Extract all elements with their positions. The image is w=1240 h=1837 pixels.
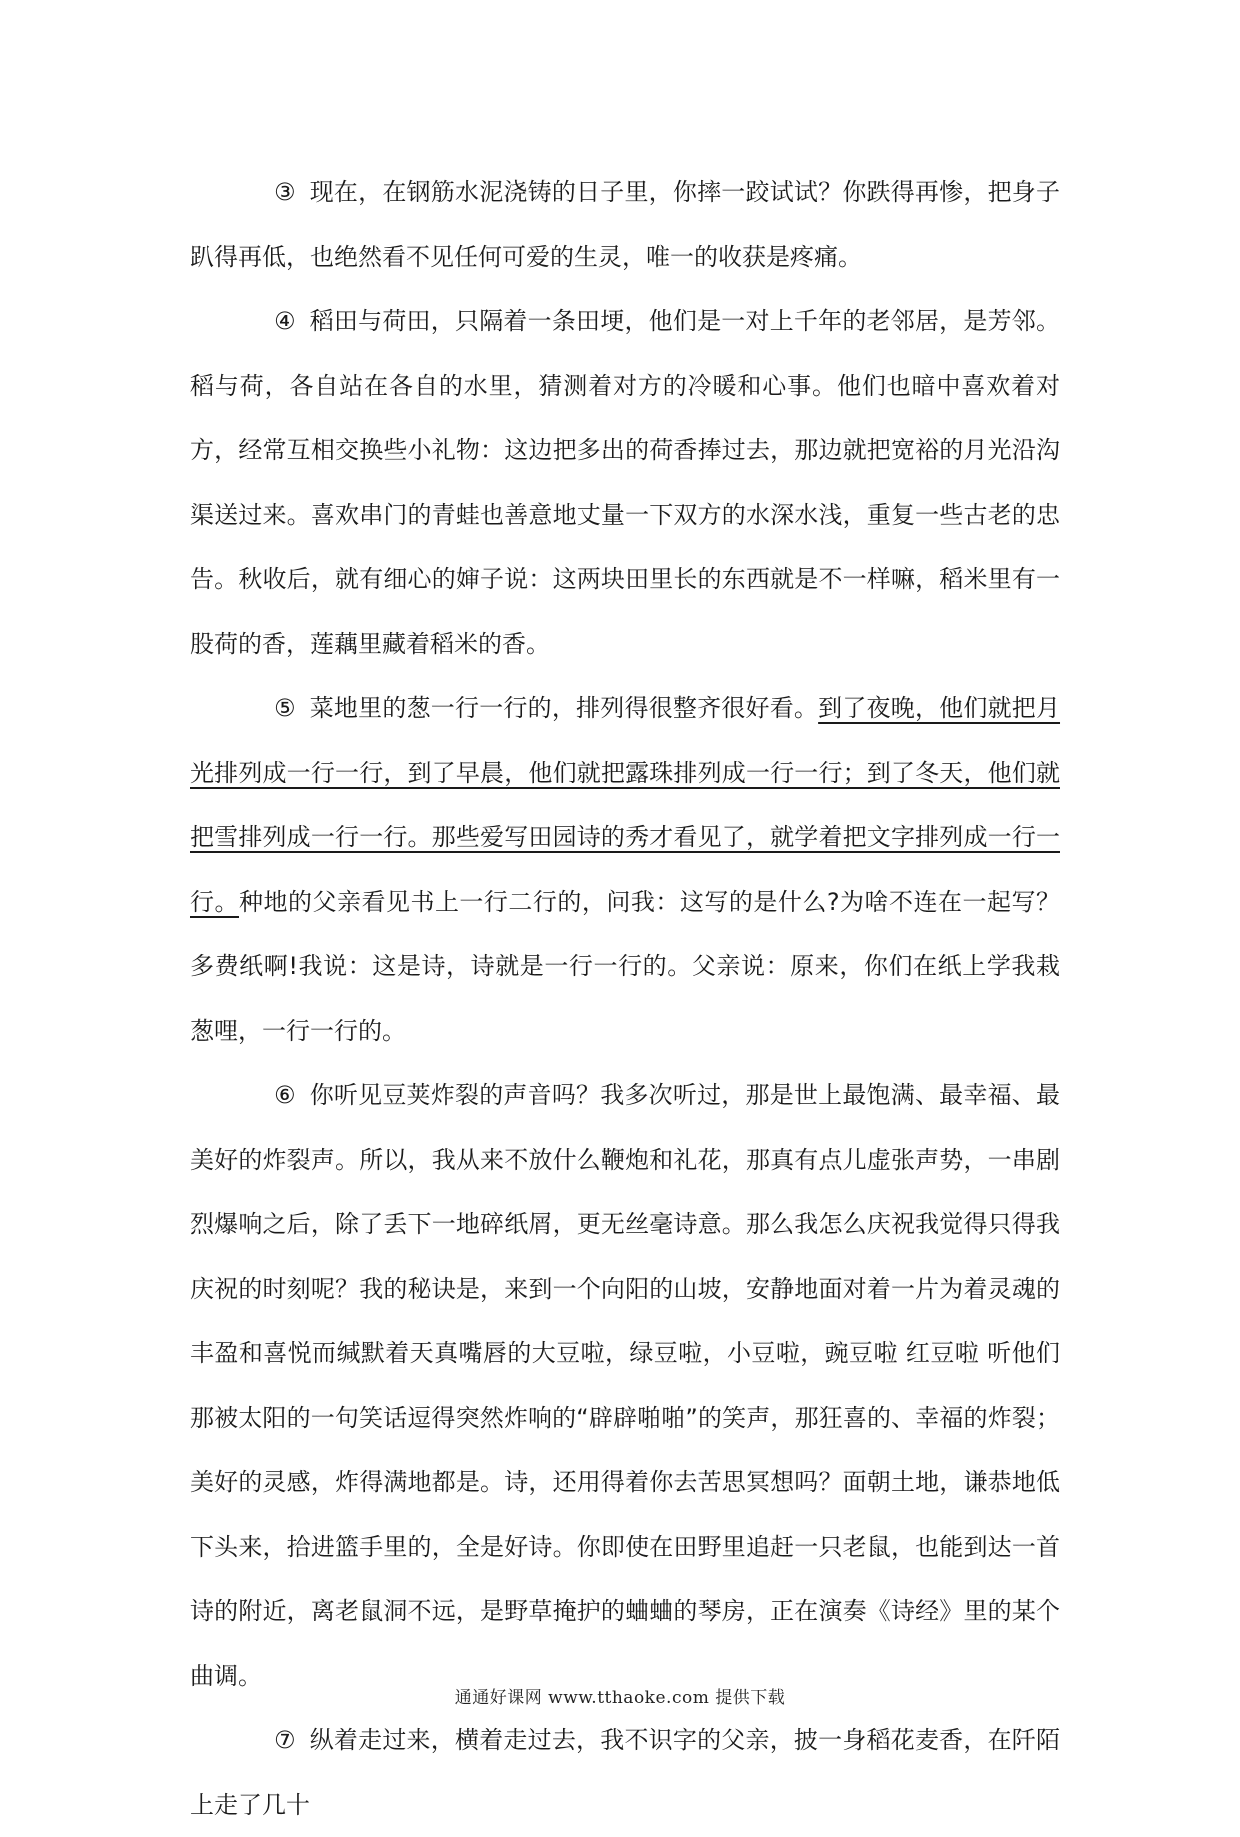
paragraph-3 [190,676,1060,1063]
paragraph-text: 菜地里的葱一行一行的，排列得很整齐很好看。 [309,694,819,722]
paragraph-1 [190,160,1060,289]
underlined-text: 到了夜晚，他们就把月光排列成一行一行，到了早晨，他们就把露珠排列成一行一行；到了冬天，他们就把雪排列成一行一行。那些爱写田园诗的秀才看见了，就学着把文字排列成一行一行。 [190,694,1061,916]
paragraph-number: ⑤ [274,694,296,722]
paragraph-2 [190,289,1060,676]
paragraph-text: 稻田与荷田，只隔着一条田埂，他们是一对上千年的老邻居，是芳邻。稻与荷，各自站在各自的水里，猜测着对方的冷暖和心事。他们也暗中喜欢着对方，经常互相交换些小礼物：这边把多出的荷香捧过去，那边就把宽裕的月光沿沟渠送过来。喜欢串门的青蛙也善意地丈量一下双方的水深水浅，重复一些古老的忠告。秋收后，就有细心的婶子说：这两块田里长的东西就是不一样嘛，稻米里有一股荷的香，莲藕里藏着稻米的香。 [190,307,1060,658]
paragraph-number: ③ [274,178,296,206]
article-body [190,160,1060,1837]
paragraph-number: ⑦ [274,1726,296,1754]
paragraph-text: 纵着走过来，横着走过去，我不识字的父亲，披一身稻花麦香，在阡陌上走了几十 [190,1726,1060,1819]
paragraph-text: 种地的父亲看见书上一行二行的，问我：这写的是什么?为啥不连在一起写？多费纸啊!我说：这是诗，诗就是一行一行的。父亲说：原来，你们在纸上学我栽葱哩，一行一行的。 [190,887,1061,1045]
page-footer: 通通好课网 www.tthaoke.com 提供下载 [454,1688,786,1708]
paragraph-5 [190,1708,1060,1837]
paragraph-number: ⑥ [274,1081,296,1109]
paragraph-number: ④ [274,307,296,335]
paragraph-text: 现在，在钢筋水泥浇铸的日子里，你摔一跤试试？你跌得再惨，把身子趴得再低，也绝然看不见任何可爱的生灵，唯一的收获是疼痛。 [190,178,1060,271]
paragraph-text: 你听见豆荚炸裂的声音吗？我多次听过，那是世上最饱满、最幸福、最美好的炸裂声。所以，我从来不放什么鞭炮和礼花，那真有点儿虚张声势，一串剧烈爆响之后，除了丢下一地碎纸屑，更无丝毫诗意。那么我怎么庆祝我觉得只得我庆祝的时刻呢？我的秘诀是，来到一个向阳的山坡，安静地面对着一片为着灵魂的丰盈和喜悦而缄默着天真嘴唇的大豆啦，绿豆啦，小豆啦，豌豆啦 红豆啦 听他们那被太阳的一句笑话逗得突然炸响的“辟辟啪啪”的笑声，那狂喜的、幸福的炸裂；美好的灵感，炸得满地都是。诗，还用得着你去苦思冥想吗？面朝土地，谦恭地低下头来，拾进篮手里的，全是好诗。你即使在田野里追赶一只老鼠，也能到达一首诗的附近，离老鼠洞不远，是野草掩护的蛐蛐的琴房，正在演奏《诗经》里的某个曲调。 [190,1081,1060,1690]
paragraph-4 [190,1063,1060,1708]
